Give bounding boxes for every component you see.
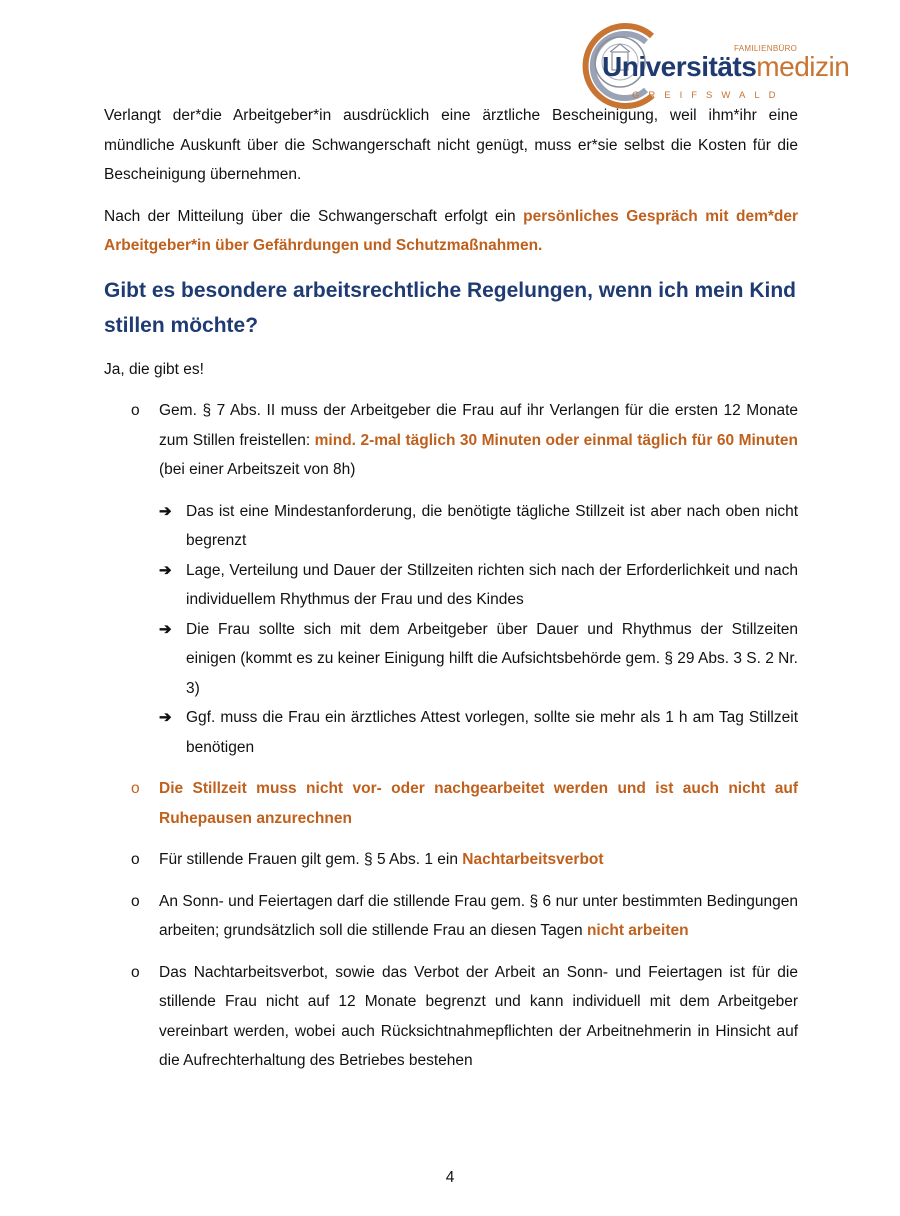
- list-item: [104, 774, 798, 833]
- list-item-text: Das Nachtarbeitsverbot, sowie das Verbot der Arbeit an Sonn- und Feiertagen ist für die stillende Frau nicht auf 12 Monate begrenzt und kann individuell mit dem Arbeitgeber vereinbart werden, wobei auch Rücksichtnahmepflichten der Arbeitnehmerin in Hinsicht auf die Aufrechterhaltung des Betriebes bestehen: [159, 963, 798, 1069]
- intro-paragraph-2: [104, 202, 798, 261]
- page-number: 4: [445, 1169, 455, 1186]
- document-body: [104, 101, 798, 1088]
- list-item-text-part: (bei einer Arbeitszeit von 8h): [159, 461, 356, 478]
- list-item-text-part: Für stillende Frauen gilt gem. § 5 Abs. 1 ein: [159, 851, 463, 868]
- sub-list-item-text: Lage, Verteilung und Dauer der Stillzeiten richten sich nach der Erforderlichkeit und nach individuellem Rhythmus der Frau und des Kindes: [186, 561, 798, 608]
- intro-paragraph-1: Verlangt der*die Arbeitgeber*in ausdrücklich eine ärztliche Bescheinigung, weil ihm*ihr eine mündliche Auskunft über die Schwangerschaft nicht genügt, muss er*sie selbst die Kosten für die Bescheinigung übernehmen.: [104, 107, 798, 183]
- sub-list: [159, 497, 798, 763]
- sub-list-item-text: Ggf. muss die Frau ein ärztliches Attest vorlegen, sollte sie mehr als 1 h am Tag Stillzeit benötigen: [186, 709, 798, 756]
- list-item-text: [159, 396, 798, 485]
- list-item-text-part: An Sonn- und Feiertagen darf die stillende Frau gem. § 6 nur unter bestimmten Bedingungen arbeiten; grundsätzlich soll die stillende Frau an diesen Tagen: [159, 892, 798, 939]
- list-item-highlight: nicht arbeiten: [586, 922, 689, 939]
- arrow-right-icon: ➔: [159, 502, 172, 520]
- arrow-right-icon: ➔: [159, 620, 172, 638]
- section-answer: Ja, die gibt es!: [104, 360, 204, 378]
- list-item: [104, 396, 798, 762]
- list-item: [104, 958, 798, 1076]
- bullet-icon: o: [131, 851, 140, 868]
- bullet-icon: o: [131, 780, 140, 797]
- list-item-text: [159, 845, 798, 875]
- sub-list-item-text: Das ist eine Mindestanforderung, die benötigte tägliche Stillzeit ist aber nach oben nicht begrenzt: [186, 502, 798, 549]
- arrow-right-icon: ➔: [159, 561, 172, 579]
- section-heading: Gibt es besondere arbeitsrechtliche Regelungen, wenn ich mein Kind stillen möchte?: [104, 278, 796, 337]
- bullet-icon: o: [131, 402, 140, 419]
- sub-list-item: [159, 497, 798, 556]
- list-item-text-part: Gem. § 7 Abs. II muss der Arbeitgeber die Frau auf ihr Verlangen für die ersten 12 Monate zum Stillen freistellen:: [159, 402, 798, 449]
- logo-wordmark-part2: medizin: [756, 51, 850, 82]
- intro-paragraph-2-highlight: persönliches Gespräch mit dem*der Arbeitgeber*in über Gefährdungen und Schutzmaßnahmen.: [104, 207, 798, 254]
- logo-subtitle: GREIFSWALD: [632, 90, 785, 101]
- list-item: [104, 887, 798, 946]
- sub-list-item: [159, 615, 798, 704]
- sub-list-item: [159, 703, 798, 762]
- bullet-icon: o: [131, 963, 140, 981]
- list-item-highlight: Die Stillzeit muss nicht vor- oder nachgearbeitet werden und ist auch nicht auf Ruhepausen anzurechnen: [159, 780, 798, 827]
- sub-list-item-text: Die Frau sollte sich mit dem Arbeitgeber über Dauer und Rhythmus der Stillzeiten einigen (kommt es zu keiner Einigung hilft die Aufsichtsbehörde gem. § 29 Abs. 3 S. 2 Nr. 3): [186, 620, 798, 697]
- logo-familienbuero-text: FAMILIENBÜRO: [734, 44, 798, 53]
- intro-paragraph-2-text: Nach der Mitteilung über die Schwangerschaft erfolgt ein: [104, 207, 524, 225]
- universitaetsmedizin-logo: [574, 22, 850, 112]
- list-item-highlight: mind. 2-mal täglich 30 Minuten oder einmal täglich für 60 Minuten: [314, 431, 798, 449]
- rules-list: [104, 396, 798, 1076]
- arrow-right-icon: ➔: [159, 709, 172, 726]
- list-item: [104, 845, 798, 875]
- list-item-highlight: Nachtarbeitsverbot: [462, 851, 604, 868]
- logo-wordmark: [602, 51, 849, 83]
- bullet-icon: o: [131, 892, 140, 910]
- logo-wordmark-part1: Universitäts: [602, 51, 757, 82]
- list-item-text: [159, 887, 798, 946]
- sub-list-item: [159, 556, 798, 615]
